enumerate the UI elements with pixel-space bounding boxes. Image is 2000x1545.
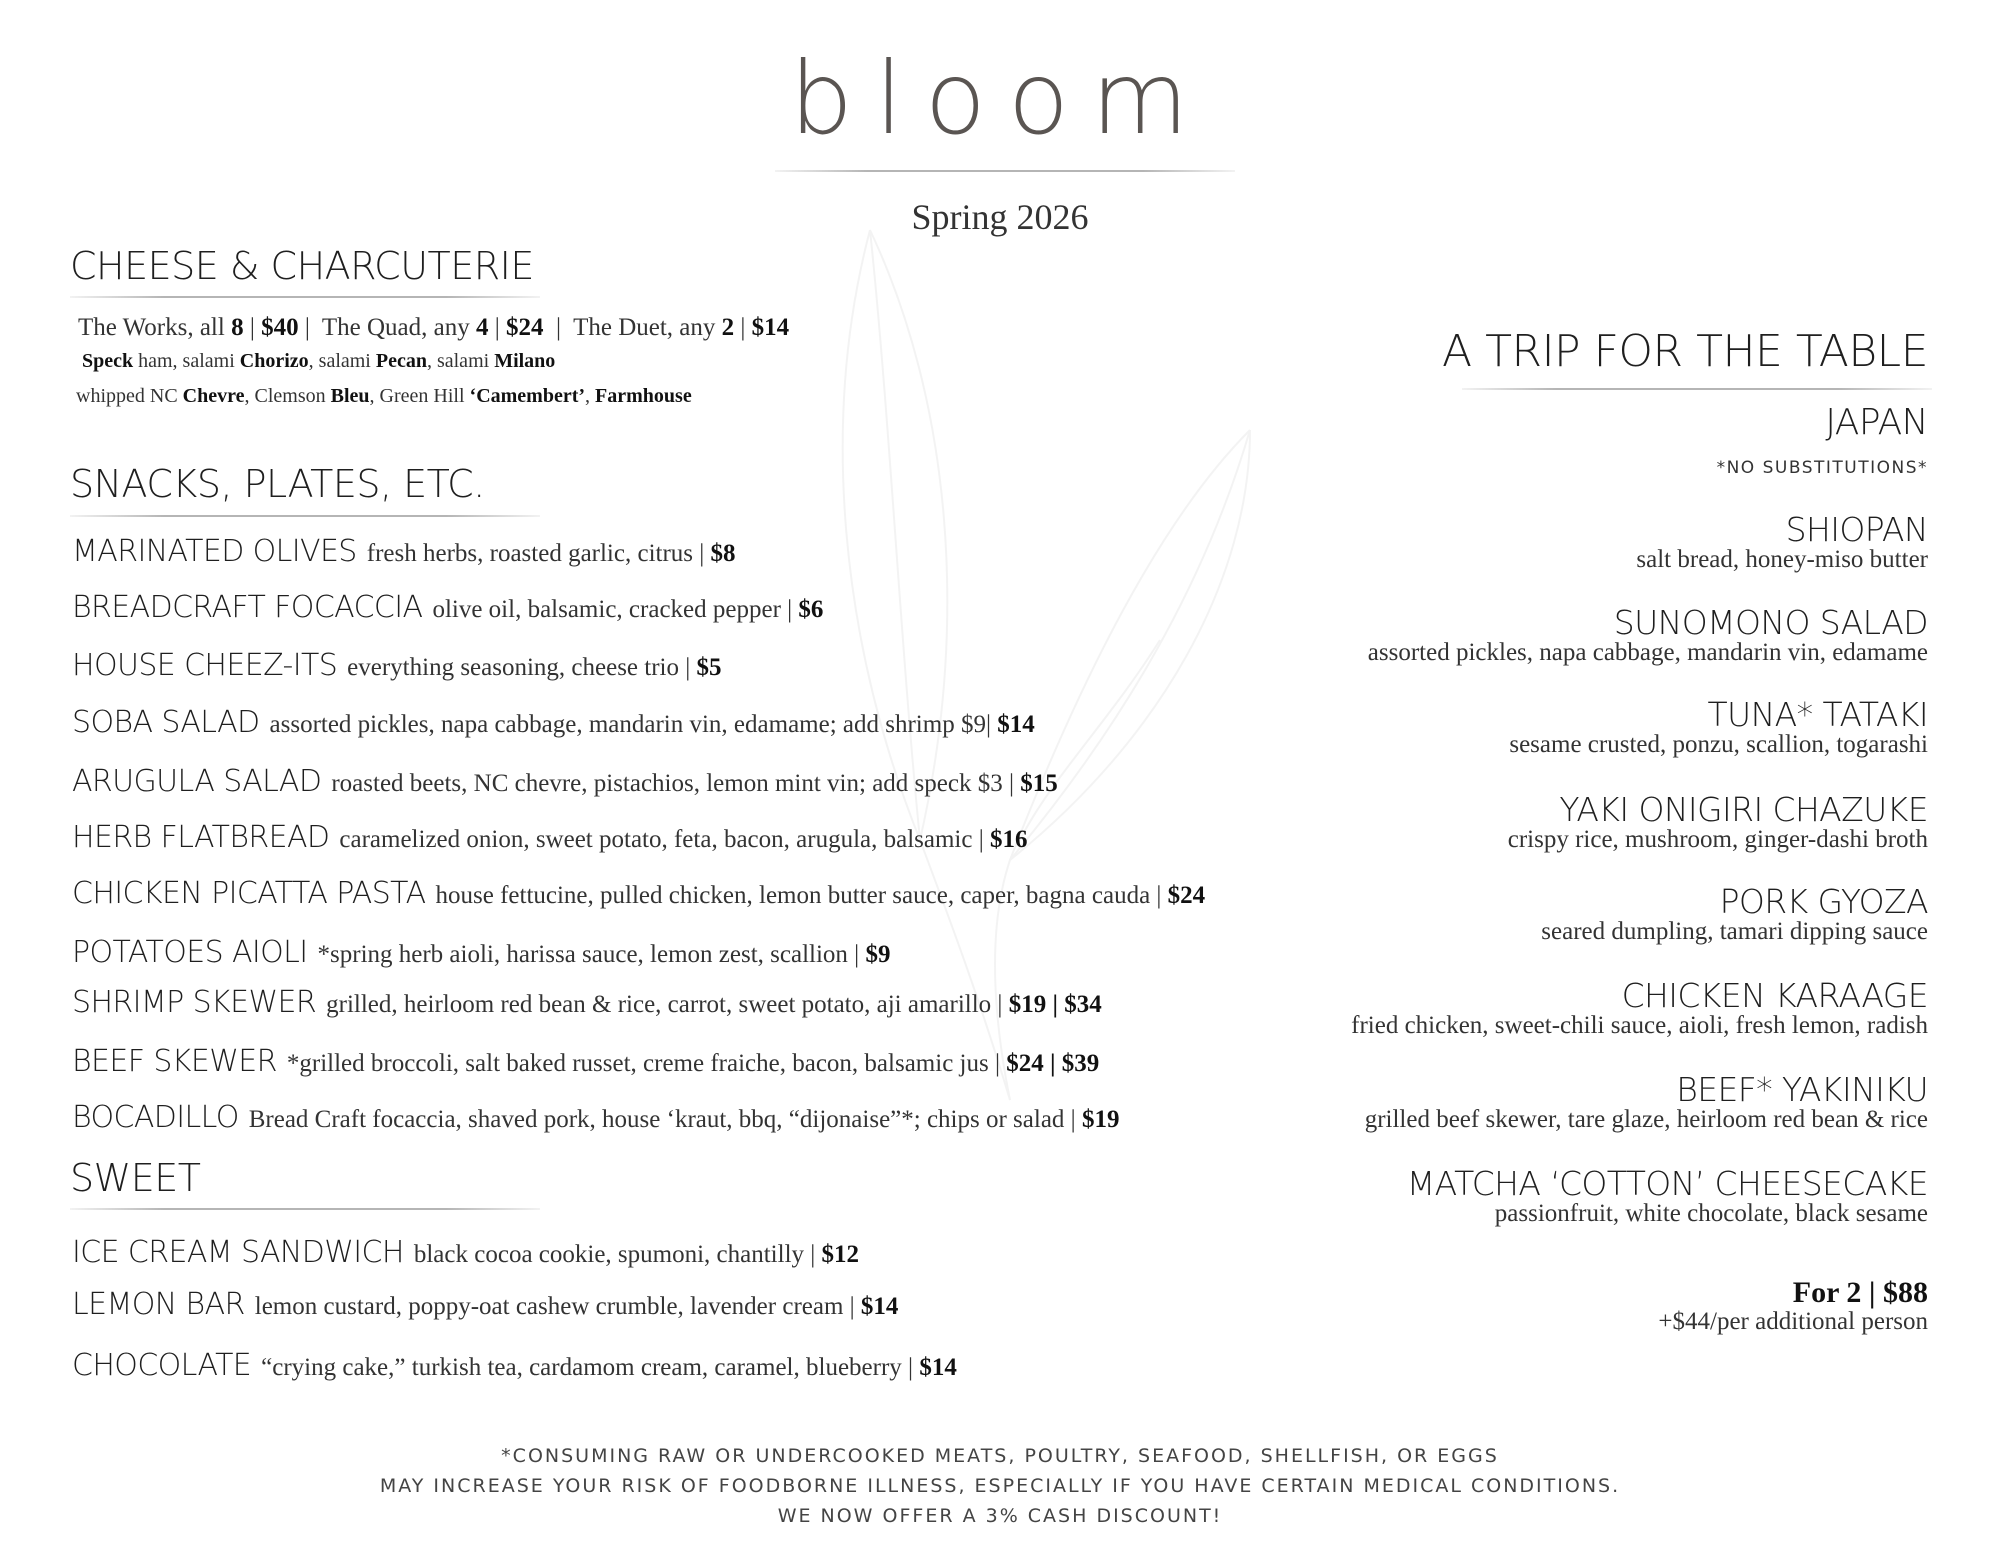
item-description: grilled, heirloom red bean & rice, carrot, sweet potato, aji amarillo | (326, 991, 1009, 1018)
item-name: CHICKEN PICATTA PASTA (72, 876, 426, 911)
item-name: SHRIMP SKEWER (72, 985, 317, 1020)
menu-season: Spring 2026 (911, 197, 1089, 237)
item-price: $19 | $34 (1008, 991, 1102, 1018)
item-name: HERB FLATBREAD (72, 820, 330, 855)
trip-item-description: salt bread, honey-miso butter (1636, 546, 1928, 573)
cheese-name: Bleu (330, 385, 370, 407)
duet-label: The Duet, any (573, 314, 722, 341)
no-substitutions-note: *NO SUBSTITUTIONS* (1716, 458, 1928, 478)
trip-item-name: BEEF* YAKINIKU (1676, 1070, 1928, 1109)
trip-item-description: assorted pickles, napa cabbage, mandarin vin, edamame (1367, 639, 1928, 666)
item-name: HOUSE CHEEZ-ITS (72, 648, 338, 683)
item-description: Bread Craft focaccia, shaved pork, house ‘kraut, bbq, “dijonaise”*; chips or salad | (248, 1106, 1082, 1133)
item-price: $14 (860, 1293, 899, 1320)
charcuterie-name: Chorizo (239, 350, 309, 372)
section-divider (1462, 388, 1932, 390)
item-description: olive oil, balsamic, cracked pepper | (432, 596, 799, 623)
item-name: BEEF SKEWER (72, 1044, 277, 1079)
item-description: lemon custard, poppy-oat cashew crumble, lavender cream | (254, 1293, 861, 1320)
trip-item-description: passionfruit, white chocolate, black sesame (1494, 1200, 1928, 1227)
item-price: $16 (989, 826, 1028, 853)
trip-item-name: CHICKEN KARAAGE (1621, 976, 1928, 1015)
item-name: BOCADILLO (72, 1100, 239, 1135)
section-divider (70, 1208, 540, 1210)
item-price: $24 (1167, 882, 1206, 909)
item-description: roasted beets, NC chevre, pistachios, lemon mint vin; add speck $3 | (331, 770, 1021, 797)
works-label: The Works, all (78, 314, 232, 341)
item-price: $14 (919, 1354, 957, 1381)
snack-item (72, 935, 890, 970)
item-price: $9 (865, 941, 891, 968)
trip-item-name: PORK GYOZA (1719, 882, 1928, 921)
cheese-name: Chevre (182, 385, 245, 407)
item-description: house fettucine, pulled chicken, lemon butter sauce, caper, bagna cauda | (435, 882, 1168, 909)
item-name: MARINATED OLIVES (72, 534, 357, 569)
footer-cash-discount: WE NOW OFFER A 3% CASH DISCOUNT! (777, 1505, 1223, 1527)
logo-divider (775, 170, 1235, 172)
charcuterie-list (82, 350, 555, 373)
item-price: $12 (821, 1241, 860, 1268)
cheese-list (76, 385, 692, 408)
charcuterie-name: Milano (494, 350, 556, 372)
item-description: assorted pickles, napa cabbage, mandarin vin, edamame; add shrimp $9| (269, 711, 998, 738)
item-name: LEMON BAR (72, 1287, 245, 1322)
item-name: ARUGULA SALAD (72, 764, 322, 799)
item-name: ICE CREAM SANDWICH (72, 1235, 404, 1270)
section-divider (70, 515, 540, 517)
additional-person-price: +$44/per additional person (1658, 1308, 1928, 1335)
snack-item (72, 705, 1035, 740)
trip-item-description: crispy rice, mushroom, ginger-dashi broth (1507, 826, 1928, 853)
sweet-item (72, 1348, 957, 1383)
item-description: *spring herb aioli, harissa sauce, lemon zest, scallion | (317, 941, 866, 968)
charcuterie-text: , salami (308, 350, 376, 372)
charcuterie-name: Speck (82, 350, 134, 372)
trip-price-label: For 2 (1792, 1276, 1862, 1309)
sweet-item (72, 1235, 859, 1270)
snack-item (72, 534, 736, 569)
item-description: black cocoa cookie, spumoni, chantilly | (413, 1241, 822, 1268)
footer-disclaimer-line1: *CONSUMING RAW OR UNDERCOOKED MEATS, POULTRY, SEAFOOD, SHELLFISH, OR EGGS (501, 1445, 1499, 1467)
item-name: CHOCOLATE (72, 1348, 252, 1383)
item-name: BREADCRAFT FOCACCIA (72, 590, 423, 625)
trip-item-name: SUNOMONO SALAD (1613, 603, 1928, 642)
item-price: $19 (1081, 1106, 1120, 1133)
trip-item-description: grilled beef skewer, tare glaze, heirloom red bean & rice (1364, 1106, 1928, 1133)
trip-price: For 2 | $88 (1792, 1276, 1928, 1309)
section-title-cheese: CHEESE & CHARCUTERIE (70, 244, 534, 288)
item-description: caramelized onion, sweet potato, feta, bacon, arugula, balsamic | (339, 826, 990, 853)
trip-item-description: sesame crusted, ponzu, scallion, togarashi (1509, 731, 1928, 758)
section-divider (70, 296, 540, 298)
sweet-item (72, 1287, 898, 1322)
cheese-text: , Clemson (244, 385, 331, 407)
trip-price-value: $88 (1883, 1276, 1928, 1309)
item-price: $24 | $39 (1006, 1050, 1100, 1077)
trip-item-name: MATCHA ‘COTTON’ CHEESECAKE (1406, 1164, 1928, 1203)
snack-item (72, 590, 823, 625)
trip-item-name: TUNA* TATAKI (1707, 695, 1928, 734)
works-count: 8 (231, 314, 244, 341)
cheese-name: Farmhouse (595, 385, 692, 407)
quad-count: 4 (476, 314, 489, 341)
item-price: $5 (696, 654, 722, 681)
trip-item-name: SHIOPAN (1785, 510, 1928, 549)
snack-item (72, 648, 722, 683)
charcuterie-text: ham, salami (133, 350, 240, 372)
cheese-pricing-line: The Works, all 8 | $40 | The Quad, any 4 | $24 | The Duet, any 2 | $14 (78, 314, 790, 341)
snack-item (72, 876, 1205, 911)
charcuterie-text: , salami (426, 350, 495, 372)
item-price: $15 (1020, 770, 1058, 797)
section-title-snacks: SNACKS, PLATES, ETC. (70, 462, 485, 506)
footer-disclaimer-line2: MAY INCREASE YOUR RISK OF FOODBORNE ILLNESS, ESPECIALLY IF YOU HAVE CERTAIN MEDICAL CONDITIONS. (379, 1475, 1621, 1497)
snack-item (72, 764, 1058, 799)
section-title-trip: A TRIP FOR THE TABLE (1442, 326, 1928, 377)
charcuterie-name: Pecan (375, 350, 427, 372)
item-description: “crying cake,” turkish tea, cardamom cream, caramel, blueberry | (261, 1354, 920, 1381)
item-description: fresh herbs, roasted garlic, citrus | (366, 540, 711, 567)
snack-item (72, 985, 1102, 1020)
trip-item-description: seared dumpling, tamari dipping sauce (1541, 918, 1928, 945)
cheese-name: ‘Camembert’ (469, 385, 586, 407)
quad-label: The Quad, any (321, 314, 477, 341)
item-description: everything seasoning, cheese trio | (347, 654, 697, 681)
works-price: $40 (261, 314, 299, 341)
cheese-text: , Green Hill (369, 385, 470, 407)
duet-count: 2 (721, 314, 735, 341)
item-name: POTATOES AIOLI (72, 935, 308, 970)
duet-price: $14 (751, 314, 790, 341)
snack-item (72, 1100, 1119, 1135)
item-description: *grilled broccoli, salt baked russet, creme fraiche, bacon, balsamic jus | (286, 1050, 1007, 1077)
cheese-text: whipped NC (76, 385, 183, 407)
cheese-text: , (585, 385, 596, 407)
trip-country: JAPAN (1825, 402, 1928, 443)
restaurant-logo: bloom (789, 40, 1211, 157)
section-title-sweet: SWEET (70, 1156, 201, 1200)
snack-item (72, 820, 1027, 855)
item-price: $6 (798, 596, 824, 623)
quad-price: $24 (506, 314, 544, 341)
item-name: SOBA SALAD (72, 705, 260, 740)
item-price: $14 (997, 711, 1035, 738)
trip-item-description: fried chicken, sweet-chili sauce, aioli, fresh lemon, radish (1351, 1012, 1928, 1039)
trip-item-name: YAKI ONIGIRI CHAZUKE (1559, 790, 1928, 829)
snack-item (72, 1044, 1099, 1079)
item-price: $8 (710, 540, 736, 567)
